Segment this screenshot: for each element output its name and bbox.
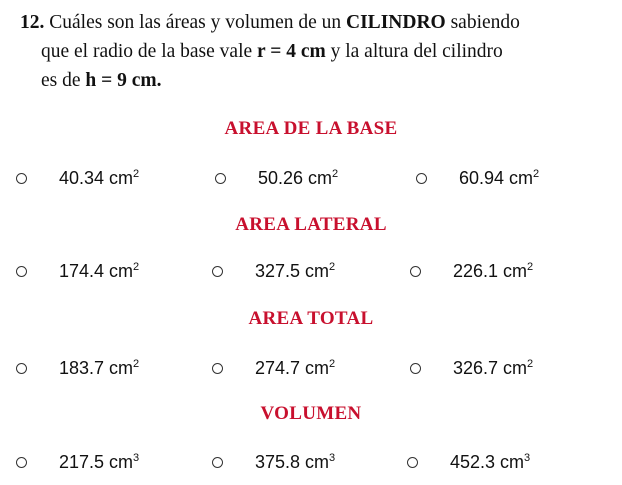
question-line2-post: y la altura del cilindro <box>325 41 503 62</box>
unit-power: 2 <box>329 260 336 273</box>
unit-power: 2 <box>329 357 336 370</box>
question-line-3 <box>20 66 610 95</box>
question-line1-post: sabiendo <box>445 12 520 33</box>
option-value: 50.26 cm <box>258 167 333 188</box>
options-area-lateral <box>0 259 622 283</box>
radio-button[interactable] <box>212 457 223 468</box>
options-volumen <box>0 450 622 474</box>
option-value: 375.8 cm <box>255 451 330 472</box>
question-line-2 <box>20 37 610 66</box>
option-value: 183.7 cm <box>59 357 134 378</box>
question-line-1 <box>20 8 610 37</box>
option-volumen-3[interactable] <box>407 450 530 474</box>
radio-button[interactable] <box>16 457 27 468</box>
option-value: 274.7 cm <box>255 357 330 378</box>
option-area-base-3[interactable] <box>416 166 539 190</box>
unit-power: 3 <box>133 451 140 464</box>
section-title-area-total: AREA TOTAL <box>248 308 374 329</box>
unit-power: 2 <box>133 357 140 370</box>
option-value: 326.7 cm <box>453 357 528 378</box>
radio-button[interactable] <box>215 173 226 184</box>
radio-button[interactable] <box>212 363 223 374</box>
unit-power: 2 <box>133 167 140 180</box>
height-expression: h = 9 cm. <box>85 70 162 91</box>
unit-power: 2 <box>533 167 540 180</box>
option-area-total-3[interactable] <box>410 356 533 380</box>
question-line2-pre: que el radio de la base vale <box>41 41 258 62</box>
option-value: 217.5 cm <box>59 451 134 472</box>
option-value: 327.5 cm <box>255 260 330 281</box>
option-value: 60.94 cm <box>459 167 534 188</box>
option-value: 174.4 cm <box>59 260 134 281</box>
option-value: 452.3 cm <box>450 451 525 472</box>
option-volumen-2[interactable] <box>212 450 335 474</box>
option-area-lateral-2[interactable] <box>212 259 335 283</box>
radio-button[interactable] <box>416 173 427 184</box>
question-number: 12. <box>20 12 45 33</box>
option-value: 40.34 cm <box>59 167 134 188</box>
option-area-base-1[interactable] <box>16 166 139 190</box>
unit-power: 3 <box>524 451 531 464</box>
option-volumen-1[interactable] <box>16 450 139 474</box>
radio-button[interactable] <box>410 363 421 374</box>
option-area-lateral-1[interactable] <box>16 259 139 283</box>
option-area-lateral-3[interactable] <box>410 259 533 283</box>
radius-expression: r = 4 cm <box>257 41 326 62</box>
options-area-total <box>0 356 622 380</box>
unit-power: 2 <box>527 357 534 370</box>
shape-name: CILINDRO <box>346 12 446 33</box>
option-value: 226.1 cm <box>453 260 528 281</box>
question-text <box>20 8 610 95</box>
radio-button[interactable] <box>212 266 223 277</box>
section-title-volumen: VOLUMEN <box>260 403 362 424</box>
radio-button[interactable] <box>410 266 421 277</box>
option-area-total-2[interactable] <box>212 356 335 380</box>
section-title-area-lateral: AREA LATERAL <box>235 214 387 235</box>
unit-power: 2 <box>133 260 140 273</box>
radio-button[interactable] <box>16 363 27 374</box>
unit-power: 3 <box>329 451 336 464</box>
radio-button[interactable] <box>16 173 27 184</box>
question-line1-pre: Cuáles son las áreas y volumen de un <box>49 12 347 33</box>
options-area-base <box>0 166 622 190</box>
radio-button[interactable] <box>16 266 27 277</box>
option-area-total-1[interactable] <box>16 356 139 380</box>
question-line3-pre: es de <box>41 70 86 91</box>
unit-power: 2 <box>527 260 534 273</box>
section-title-area-base: AREA DE LA BASE <box>224 118 398 139</box>
option-area-base-2[interactable] <box>215 166 338 190</box>
radio-button[interactable] <box>407 457 418 468</box>
unit-power: 2 <box>332 167 339 180</box>
